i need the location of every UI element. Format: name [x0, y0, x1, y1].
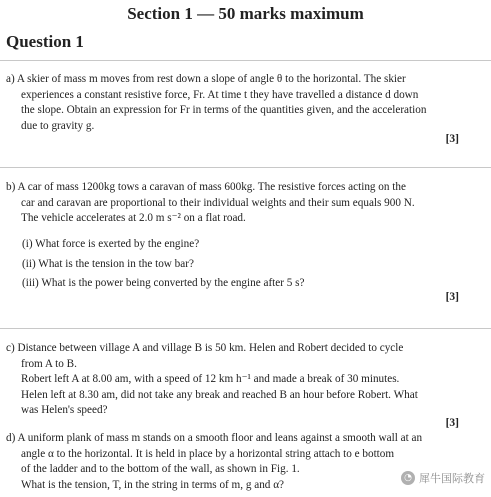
part-b-line: car and caravan are proportional to their individual weights and their sum equals 900 N.: [21, 196, 415, 209]
divider: [0, 167, 491, 168]
section-title: Section 1 — 50 marks maximum: [127, 4, 364, 23]
part-b-line: b) A car of mass 1200kg tows a caravan of mass 600kg. The resistive forces acting on the: [6, 181, 406, 193]
part-c-line: Robert left A at 8.00 am, with a speed of 12 km h⁻¹ and made a break of 30 minutes.: [21, 373, 400, 385]
part-a-line: a) A skier of mass m moves from rest down a slope of angle θ to the horizontal. The skier: [6, 73, 406, 85]
part-a-line: due to gravity g.: [21, 119, 95, 132]
wechat-logo-icon: ◔: [401, 471, 415, 485]
watermark: [401, 470, 485, 486]
part-d-line: d) A uniform plank of mass m stands on a smooth floor and leans against a smooth wall at an: [6, 432, 423, 444]
part-c-line: Helen left at 8.30 am, did not take any break and reached B an hour before Robert. What: [21, 388, 418, 401]
part-d-line: angle α to the horizontal. It is held in place by a horizontal string attach to e bottom: [21, 447, 395, 460]
part-d-line: What is the tension, T, in the string in terms of m, g and α?: [21, 478, 285, 491]
part-a-marks: [3]: [445, 133, 459, 145]
part-b-subquestions: [22, 235, 472, 294]
part-c-line: was Helen's speed?: [21, 404, 108, 416]
subquestion-iii: (iii) What is the power being converted by the engine after 5 s?: [22, 277, 305, 289]
subquestion-i: (i) What force is exerted by the engine?: [22, 238, 200, 250]
part-b-marks: [3]: [445, 291, 459, 303]
part-a-line: the slope. Obtain an expression for Fr in terms of the quantities given, and the acceleration: [21, 104, 427, 116]
subquestion-ii: (ii) What is the tension in the tow bar?: [22, 257, 194, 270]
part-c-line: from A to B.: [21, 357, 77, 370]
part-c-marks: [3]: [445, 417, 459, 429]
divider: [0, 328, 491, 329]
part-c-line: c) Distance between village A and village B is 50 km. Helen and Robert decided to cycle: [6, 342, 404, 354]
question-title: Question 1: [6, 32, 84, 51]
question-part-a: [6, 72, 486, 134]
question-part-b: [6, 180, 486, 227]
part-b-line: The vehicle accelerates at 2.0 m s⁻² on a flat road.: [21, 212, 246, 224]
question-part-c: [6, 341, 486, 419]
divider: [0, 60, 491, 61]
watermark-text: 犀牛国际教育: [419, 472, 485, 485]
part-a-line: experiences a constant resistive force, Fr. At time t they have travelled a distance d down: [21, 88, 419, 101]
part-d-line: of the ladder and to the bottom of the wall, as shown in Fig. 1.: [21, 463, 300, 475]
